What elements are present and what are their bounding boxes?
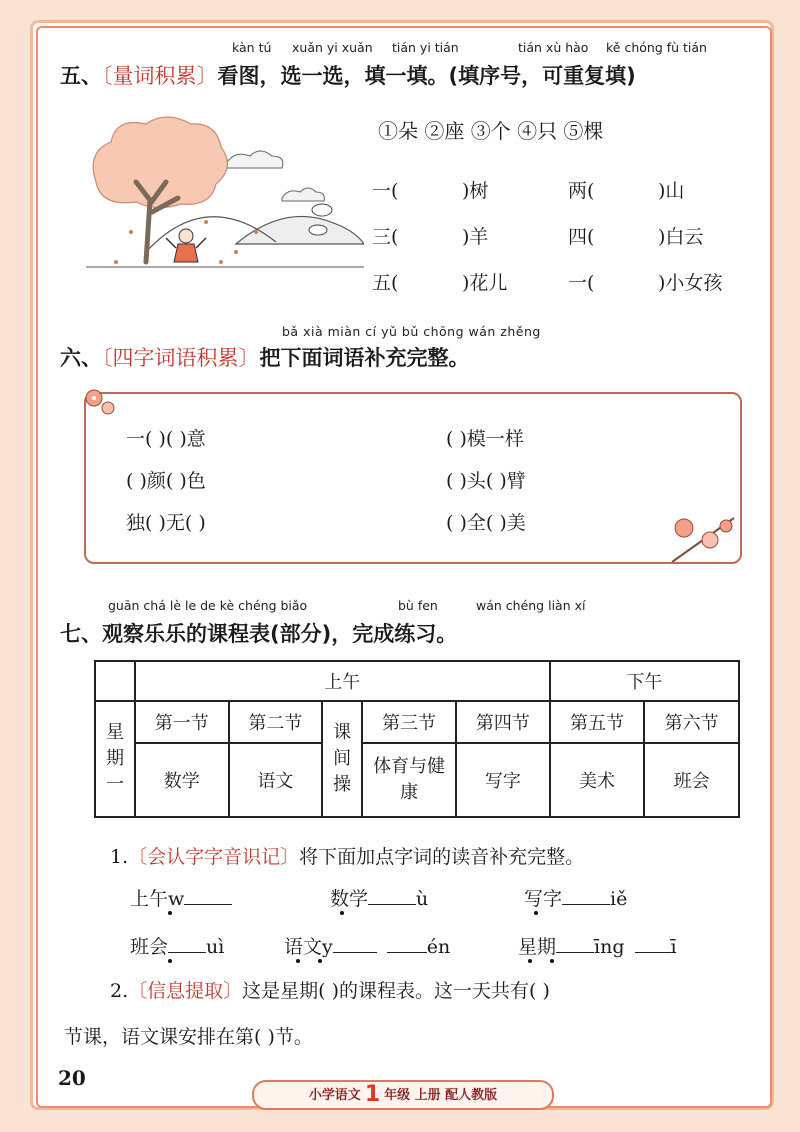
flower-branch-icon [668,506,740,566]
q1-item-5-hint: y [322,936,333,958]
sec5-item-4-right: )白云 [658,226,704,248]
q1-label: 1. [110,846,129,868]
sec5-item-3-left: 三( [372,226,399,248]
sec6-tag: 〔四字词语积累〕 [102,346,260,370]
table-period-2: 第二节 [229,701,323,743]
footer-badge [252,1080,554,1110]
table-subject-1: 数学 [135,743,229,817]
table-period-5: 第五节 [550,701,645,743]
sec5-item-4-left: 四( [568,226,595,248]
q1-item-6-hint: én [426,936,451,958]
q2-line-1 [110,976,550,1003]
table-subject-5: 美术 [550,743,645,817]
q1-item-5 [284,932,450,959]
sec6-row1-right: ( )模一样 [446,428,524,450]
sec6-number: 六、 [60,346,102,370]
q1-item-1-hint: w [168,888,185,910]
sec5-pinyin-2: xuǎn yi xuǎn [292,40,373,55]
table-day-cell [95,701,135,817]
table-am-header: 上午 [135,661,550,701]
sec5-item-2-right: )山 [658,180,685,202]
sec6-heading [60,342,470,372]
table-subject-4: 写字 [456,743,550,817]
sec5-item-6-left: 一( [568,272,595,294]
table-break-label: 课间操 [333,722,352,795]
sec5-tag: 〔量词积累〕 [102,64,218,88]
q1-item-8-blank[interactable] [635,936,671,953]
sec5-pinyin-3: tián yi tián [392,40,459,55]
q1-item-1-word: 上午 [130,888,169,910]
sec5-item-6-right: )小女孩 [658,272,723,294]
q1-item-2 [330,884,428,911]
q1-item-3-word: 写字 [524,888,563,910]
table-subject-3-label: 体育与健康 [373,756,446,803]
footer-grade-number: 1 [364,1082,381,1107]
q2-label: 2. [110,980,129,1002]
q1-item-3-blank[interactable] [562,888,610,905]
q1-line [110,842,584,869]
table-subject-3 [362,743,456,817]
sec5-item-3-right: )羊 [462,226,489,248]
emphasis-dot-icon [340,911,344,915]
table-period-3: 第三节 [362,701,456,743]
table-subject-2: 语文 [229,743,323,817]
q1-item-5-word: 语文 [284,936,323,958]
sec5-item-2-left: 两( [568,180,595,202]
sec6-row1-left: 一( )( )意 [126,428,206,450]
q1-item-4-hint: uì [206,936,225,958]
sec7-number: 七、 [60,622,102,646]
emphasis-dot-icon [296,959,300,963]
sec7-pinyin-3: wán chéng liàn xí [476,598,586,613]
page-number: 20 [58,1066,86,1090]
sec6-row2-left: ( )颜( )色 [126,470,206,492]
q1-text: 将下面加点字词的读音补充完整。 [299,846,585,868]
emphasis-dot-icon [528,959,532,963]
sec6-row2-right: ( )头( )臂 [446,470,526,492]
table-period-4: 第四节 [456,701,550,743]
q1-item-1-blank[interactable] [184,888,232,905]
emphasis-dot-icon [318,959,322,963]
sec5-number: 五、 [60,64,102,88]
emphasis-dot-icon [534,911,538,915]
table-corner-cell [95,661,135,701]
sec5-item-1-left: 一( [372,180,399,202]
sec5-pinyin-1: kàn tú [232,40,272,55]
sec6-title: 把下面词语补充完整。 [259,346,470,370]
sec7-pinyin-1: guān chá lè le de kè chéng biǎo [108,598,308,613]
emphasis-dot-icon [550,959,554,963]
q2-text-1: 这是星期( )的课程表。这一天共有( ) [242,980,550,1002]
sec5-title: 看图，选一选，填一填。(填序号，可重复填) [217,64,636,88]
sec6-pinyin: bǎ xià miàn cí yǔ bǔ chōng wán zhěng [282,324,541,339]
table-subject-6: 班会 [644,743,739,817]
table-break-cell [322,701,362,817]
q2-line-2: 节课，语文课安排在第( )节。 [64,1026,313,1048]
table-day-label: 星期一 [105,722,124,795]
table-pm-header: 下午 [550,661,739,701]
q1-item-5-blank[interactable] [333,936,377,953]
emphasis-dot-icon [168,959,172,963]
sec5-item-5-right: )花儿 [462,272,508,294]
schedule-table [94,660,740,818]
autumn-scene-illustration [86,112,364,274]
sec5-item-5-left: 五( [372,272,399,294]
table-period-1: 第一节 [135,701,229,743]
sec7-heading [60,618,457,648]
flower-decoration-icon [78,382,124,428]
q1-item-2-blank[interactable] [368,888,416,905]
q1-item-2-hint: ù [416,888,429,910]
q1-item-4-blank[interactable] [168,936,206,953]
sec7-pinyin-2: bù fen [398,598,438,613]
q1-item-7-word: 星期 [518,936,557,958]
q1-item-1 [130,884,232,911]
q1-item-4-word: 班会 [130,936,169,958]
footer-edition: 年级 上册 配人教版 [384,1088,498,1103]
sec6-row3-left: 独( )无( ) [126,512,206,534]
q1-item-7-blank[interactable] [556,936,594,953]
sec5-pinyin-4: tián xù hào [518,40,589,55]
sec7-title: 观察乐乐的课程表(部分)，完成练习。 [102,622,458,646]
q1-tag: 〔会认字字音识记〕 [128,846,300,868]
q2-tag: 〔信息提取〕 [128,980,243,1002]
sec5-pinyin-5: kě chóng fù tián [606,40,707,55]
sec6-row3-right: ( )全( )美 [446,512,526,534]
emphasis-dot-icon [168,911,172,915]
table-period-6: 第六节 [644,701,739,743]
q1-item-2-word: 数学 [330,888,369,910]
sec5-options: ①朵 ②座 ③个 ④只 ⑤棵 [378,119,604,143]
q1-item-3 [524,884,627,911]
footer-subject: 小学语文 [308,1088,361,1103]
q1-item-6-blank[interactable] [387,936,427,953]
sec5-heading [60,60,636,90]
q1-item-3-hint: iě [610,888,628,910]
q1-item-7 [518,932,677,959]
q1-item-7-hint: īng [594,936,625,958]
sec5-item-1-right: )树 [462,180,489,202]
q1-item-8-hint: ī [670,936,677,958]
q1-item-4 [130,932,224,959]
